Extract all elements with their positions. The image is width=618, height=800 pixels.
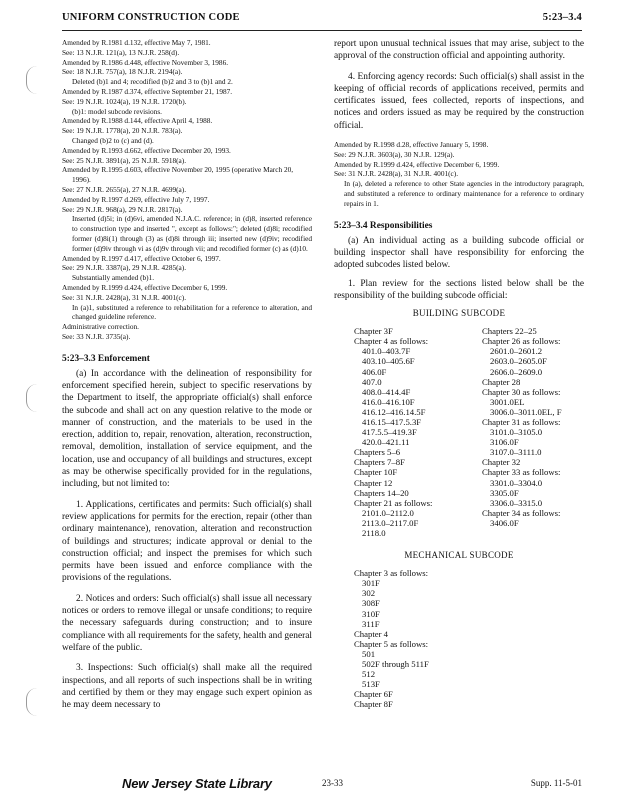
- history-note-line: See: 31 N.J.R. 2428(a), 31 N.J.R. 4001(c).: [334, 169, 459, 179]
- subcode-entry: Chapters 22–25: [482, 326, 537, 337]
- history-note-paragraph: In (a)1, substituted a reference to rehabilitation for a reference to alteration, and changed guideline reference.: [72, 302, 312, 322]
- subcode-entry: Chapter 4 as follows:: [354, 336, 429, 347]
- subcode-entry: 401.0–403.7F: [362, 346, 411, 357]
- subcode-entry: 3305.0F: [490, 487, 519, 498]
- subcode-entry: 416.12–416.14.5F: [362, 406, 426, 417]
- subcode-entry: 2118.0: [362, 528, 386, 539]
- history-note-line: Changed (b)2 to (c) and (d).: [72, 135, 154, 145]
- subcode-entry: 2101.0–2112.0: [362, 507, 414, 518]
- subcode-entry: Chapter 34 as follows:: [482, 507, 561, 518]
- history-note-line: See: 33 N.J.R. 3735(a).: [62, 331, 131, 341]
- history-note-line: See: 29 N.J.R. 3387(a), 29 N.J.R. 4285(a).: [62, 263, 187, 273]
- history-note-line: Amended by R.1988 d.144, effective April 4, 1988.: [62, 116, 213, 126]
- subcode-entry: 311F: [362, 618, 380, 629]
- history-notes: [334, 140, 584, 209]
- subcode-entry: 3306.0–3315.0: [490, 497, 543, 508]
- subcode-entry: Chapter 3 as follows:: [354, 568, 429, 579]
- body-paragraph: 1. Applications, certificates and permits: Such official(s) shall review applications for permits for the erection, repair (other than ordinary maintenance), renovation, alteration and reconstruction of buildings and structures; indicate approval or denial to the construction official; and inspect the premises for which such permits have been issued and enforce compliance with the provisions of the regulations.: [62, 499, 312, 584]
- history-note-line: See: 31 N.J.R. 2428(a), 31 N.J.R. 4001(c).: [62, 292, 187, 302]
- subcode-entry: 501: [362, 648, 376, 659]
- subcode-entry: Chapter 32: [482, 457, 521, 468]
- history-notes: [62, 38, 312, 342]
- subcode-entry: 403.10–405.6F: [362, 356, 415, 367]
- left-column: [62, 38, 312, 711]
- subcode-entry: Chapters 14–20: [354, 487, 409, 498]
- page-footer: [62, 776, 582, 794]
- subcode-entry: Chapter 3F: [354, 326, 393, 337]
- body-paragraph: 2. Notices and orders: Such official(s) shall issue all necessary notices or orders to remove illegal or unsafe conditions; to require the necessary safeguards during construction; and to insure compliance with all requirements for the safety, health and general welfare of the public.: [62, 593, 312, 653]
- history-note-line: Amended by R.1998 d.28, effective January 5, 1998.: [334, 140, 489, 150]
- supplement-date: Supp. 11-5-01: [530, 778, 582, 788]
- binder-hole-mark: [26, 688, 37, 716]
- subcode-entry: 302: [362, 588, 376, 599]
- history-note-line: Amended by R.1993 d.662, effective December 20, 1993.: [62, 145, 231, 155]
- subcode-entry: Chapters 5–6: [354, 447, 401, 458]
- running-header: [62, 12, 582, 28]
- subcode-entry: Chapter 12: [354, 477, 393, 488]
- history-note-line: See: 29 N.J.R. 3603(a), 30 N.J.R. 129(a).: [334, 149, 455, 159]
- subcode-entry: Chapter 26 as follows:: [482, 336, 561, 347]
- history-note-line: See: 19 N.J.R. 1778(a), 20 N.J.R. 783(a).: [62, 126, 183, 136]
- history-note-paragraph: Inserted (d)5i; in (d)6vi, amended N.J.A.C. reference; in (d)8, inserted reference to construction type and inserted ", except as follows:"; deleted (d)8i; recodified former (d)8i(1) through (3) as (d)8i through iii; inserted new (d)9iv; recodified former (d)9iv through vi as (d)9v through vii; and recodified former (c) as (d)10.: [72, 214, 312, 253]
- subcode-entry: Chapter 8F: [354, 699, 393, 710]
- history-note-line: See: 27 N.J.R. 2655(a), 27 N.J.R. 4699(a).: [62, 184, 187, 194]
- subcode-entry: 3001.0EL: [490, 396, 525, 407]
- subcode-entry: 2113.0–2117.0F: [362, 517, 419, 528]
- history-note-line: Amended by R.1999 d.424, effective December 6, 1999.: [62, 282, 228, 292]
- mechanical-subcode-list: [334, 568, 584, 709]
- subcode-entry: 408.0–414.4F: [362, 386, 411, 397]
- subcode-entry: Chapter 28: [482, 376, 521, 387]
- subcode-entry: 420.0–421.11: [362, 437, 410, 448]
- subcode-entry: Chapter 5 as follows:: [354, 638, 429, 649]
- mechanical-subcode-title: MECHANICAL SUBCODE: [404, 550, 514, 561]
- subcode-entry: 2603.0–2605.0F: [490, 356, 547, 367]
- history-note-line: Administrative correction.: [62, 322, 139, 332]
- header-rule: [62, 30, 582, 31]
- subcode-entry: Chapter 33 as follows:: [482, 467, 561, 478]
- right-column: [334, 38, 584, 709]
- subcode-entry: Chapters 7–8F: [354, 457, 405, 468]
- subcode-entry: 406.0F: [362, 366, 387, 377]
- binder-hole-mark: [26, 384, 37, 412]
- history-note-paragraph: In (a), deleted a reference to other State agencies in the introductory paragraph, and substituted a reference to ordinary maintenance for a reference to ordinary repairs in 1.: [344, 179, 584, 208]
- header-section-number: 5:23–3.4: [542, 12, 582, 23]
- section-heading-enforcement: 5:23–3.3 Enforcement: [62, 353, 150, 364]
- history-note-line: Amended by R.1987 d.374, effective September 21, 1987.: [62, 86, 233, 96]
- body-paragraph: 3. Inspections: Such official(s) shall make all the required inspections, and all reports of such inspections shall be in writing and certified by them or they may engage such expert opinion as he may deem necessary to: [62, 663, 312, 711]
- subcode-entry: 502F through 511F: [362, 658, 429, 669]
- history-note-line: Amended by R.1997 d.269, effective July 7, 1997.: [62, 194, 210, 204]
- binder-hole-mark: [26, 66, 37, 94]
- body-paragraph: (a) In accordance with the delineation of responsibility for enforcement specified herein, subject to specific reservations by the Department to itself, the appropriate official(s) shall enforce the subcode and shall act on any question relative to the mode or manner of construction, and the materials to be used in the erection, addition to, repair, renovation, alteration, reconstruction, removal, demolition, installation of service equipment, and the location, use and occupancy of all buildings and structures, except as may be otherwise specifically provided for in the regulations, including, but not limited to:: [62, 368, 312, 490]
- subcode-entry: 3101.0–3105.0: [490, 427, 543, 438]
- building-subcode-col-2: [482, 326, 592, 528]
- subcode-entry: 3406.0F: [490, 517, 519, 528]
- header-title: UNIFORM CONSTRUCTION CODE: [62, 12, 240, 23]
- subcode-entry: 512: [362, 669, 376, 680]
- subcode-entry: 310F: [362, 608, 380, 619]
- history-note-line: Amended by R.1999 d.424, effective December 6, 1999.: [334, 159, 500, 169]
- history-note-line: (b)1: model subcode revisions.: [72, 106, 162, 116]
- subcode-entry: Chapter 10F: [354, 467, 398, 478]
- history-note-line: Substantially amended (b)1.: [72, 273, 155, 283]
- subcode-entry: 2601.0–2601.2: [490, 346, 543, 357]
- body-paragraph: 4. Enforcing agency records: Such official(s) shall assist in the keeping of official records of applications received, permits and certificates issued, fees collected, reports of inspections, and notices and orders issued as may be required by the construction official.: [334, 71, 584, 131]
- subcode-entry: 3106.0F: [490, 437, 519, 448]
- history-note-line: See: 29 N.J.R. 968(a), 29 N.J.R. 2817(a).: [62, 204, 183, 214]
- library-stamp: New Jersey State Library: [122, 776, 272, 791]
- subcode-entry: 513F: [362, 679, 380, 690]
- subcode-entry: 416.15–417.5.3F: [362, 416, 422, 427]
- body-paragraph: (a) An individual acting as a building subcode official or building inspector shall have responsibility for enforcing the adopted subcodes listed below.: [334, 235, 584, 271]
- history-note-line: Amended by R.1995 d.603, effective November 20, 1995 (operative March 20, 1996).: [62, 165, 294, 185]
- building-subcode-table: [334, 326, 584, 542]
- history-note-line: Amended by R.1986 d.448, effective November 3, 1986.: [62, 57, 229, 67]
- section-heading-responsibilities: 5:23–3.4 Responsibilities: [334, 220, 433, 231]
- history-note-line: Deleted (b)1 and 4; recodified (b)2 and 3 to (b)1 and 2.: [72, 77, 233, 87]
- subcode-entry: 416.0–416.10F: [362, 396, 415, 407]
- body-paragraph: report upon unusual technical issues that may arise, subject to the approval of the construction official and appointing authority.: [334, 39, 584, 62]
- subcode-entry: 3107.0–3111.0: [490, 447, 542, 458]
- subcode-entry: 3301.0–3304.0: [490, 477, 543, 488]
- building-subcode-col-1: [354, 326, 474, 538]
- subcode-entry: 417.5.5–419.3F: [362, 427, 417, 438]
- subcode-entry: Chapter 4: [354, 628, 389, 639]
- body-paragraph: 1. Plan review for the sections listed below shall be the responsibility of the building subcode official:: [334, 278, 584, 301]
- history-note-line: Amended by R.1997 d.417, effective October 6, 1997.: [62, 253, 221, 263]
- subcode-entry: 407.0: [362, 376, 382, 387]
- subcode-entry: 308F: [362, 598, 380, 609]
- subcode-entry: Chapter 21 as follows:: [354, 497, 433, 508]
- subcode-entry: 301F: [362, 578, 380, 589]
- history-note-line: Amended by R.1981 d.132, effective May 7, 1981.: [62, 38, 211, 47]
- subcode-entry: Chapter 6F: [354, 689, 393, 700]
- history-note-line: See: 25 N.J.R. 3891(a), 25 N.J.R. 5918(a).: [62, 155, 187, 165]
- subcode-entry: Chapter 30 as follows:: [482, 386, 561, 397]
- history-note-line: See: 19 N.J.R. 1024(a), 19 N.J.R. 1720(b).: [62, 96, 187, 106]
- subcode-entry: 3006.0–3011.0EL, F: [490, 406, 562, 417]
- page-number: 23-33: [322, 778, 343, 788]
- history-note-line: See: 18 N.J.R. 757(a), 18 N.J.R. 2194(a).: [62, 67, 183, 77]
- building-subcode-title: BUILDING SUBCODE: [412, 308, 506, 319]
- subcode-entry: Chapter 31 as follows:: [482, 416, 561, 427]
- subcode-entry: 2606.0–2609.0: [490, 366, 543, 377]
- history-note-line: See: 13 N.J.R. 121(a), 13 N.J.R. 258(d).: [62, 47, 180, 57]
